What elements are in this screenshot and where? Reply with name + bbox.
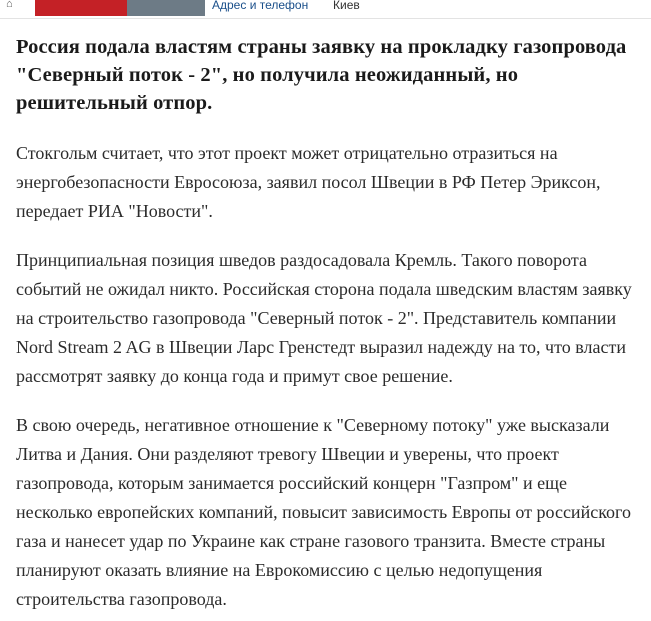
article-paragraph: Стокгольм считает, что этот проект может отрицательно отразиться на энергобезопасности Евросоюза, заявил посол Швеции в РФ Петер Эриксон, передает РИА "Новости".	[16, 143, 601, 221]
article-paragraph: Принципиальная позиция шведов раздосадовала Кремль. Такого поворота событий не ожидал никто. Российская сторона подала шведским властям заявку на строительство газопровода "Северный поток - 2". Представитель компании Nord Stream 2 AG в Швеции Ларс Гренстедт выразил надежду на то, что власти рассмотрят заявку до конца года и примут свое решение.	[16, 250, 632, 386]
banner-image-block	[127, 0, 205, 16]
address-phone-link[interactable]: Адрес и телефон	[212, 0, 309, 12]
page-title: Россия подала властям страны заявку на прокладку газопровода "Северный поток - 2", но получила неожиданный, но решительный отпор.	[16, 36, 627, 114]
home-icon: ⌂	[6, 0, 13, 10]
city-label: Киев	[333, 0, 360, 12]
banner-red-block	[35, 0, 127, 16]
article-body	[0, 19, 651, 614]
top-banner-strip	[0, 0, 651, 19]
article-paragraph: В свою очередь, негативное отношение к "Северному потоку" уже высказали Литва и Дания. Они разделяют тревогу Швеции и уверены, что проект газопровода, которым занимается российский концерн "Газпром" и еще несколько европейских компаний, повысит зависимость Европы от российского газа и нанесет удар по Украине как стране газового транзита. Вместе страны планируют оказать влияние на Еврокомиссию с целью недопущения строительства газопровода.	[16, 415, 631, 609]
